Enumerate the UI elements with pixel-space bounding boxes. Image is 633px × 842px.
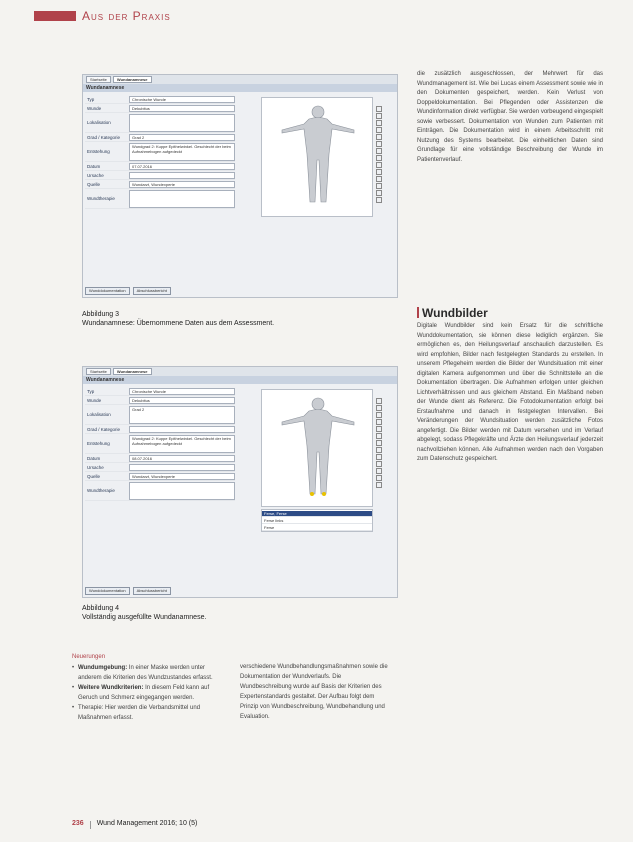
region-checkboxes bbox=[376, 105, 394, 203]
field-label: Quelle bbox=[87, 181, 101, 187]
screenshot-tabs bbox=[83, 367, 397, 376]
region-checkbox[interactable] bbox=[376, 140, 394, 147]
abschlussbericht-button[interactable]: Abschlussbericht bbox=[133, 587, 171, 595]
form-row bbox=[85, 405, 235, 425]
page-footer bbox=[72, 820, 197, 829]
field-label: Typ bbox=[87, 388, 95, 394]
field-label: Wunde bbox=[87, 105, 102, 111]
running-header bbox=[34, 8, 171, 24]
region-checkbox[interactable] bbox=[376, 196, 394, 203]
form-section-title: Wundanamnese bbox=[83, 84, 397, 92]
field-value[interactable]: Grad 2 bbox=[129, 134, 235, 141]
wunddokumentation-button[interactable]: Wunddokumentation bbox=[85, 287, 130, 295]
section-heading-text: Wundbilder bbox=[422, 306, 488, 320]
field-value[interactable]: Dekubitus bbox=[129, 397, 235, 404]
region-checkbox[interactable] bbox=[376, 467, 394, 474]
region-checkbox[interactable] bbox=[376, 112, 394, 119]
field-label: Typ bbox=[87, 96, 95, 102]
field-label: Lokalisation bbox=[87, 412, 111, 417]
info-box-column-1 bbox=[72, 652, 220, 723]
region-checkbox[interactable] bbox=[376, 175, 394, 182]
body-figure-icon bbox=[262, 390, 374, 508]
form-row bbox=[85, 434, 235, 454]
wound-marker-icon bbox=[310, 492, 314, 496]
region-checkbox[interactable] bbox=[376, 425, 394, 432]
field-label: Wunde bbox=[87, 397, 102, 403]
info-box-heading: Neuerungen bbox=[72, 654, 106, 660]
form-row bbox=[85, 180, 235, 189]
region-checkbox[interactable] bbox=[376, 411, 394, 418]
field-value[interactable]: Grad 2 bbox=[129, 406, 235, 424]
region-checkbox[interactable] bbox=[376, 481, 394, 488]
journal-citation: Wund Management 2016; 10 (5) bbox=[96, 820, 198, 827]
form-row bbox=[85, 387, 235, 396]
page-number: 236 bbox=[72, 820, 84, 827]
region-checkbox[interactable] bbox=[376, 453, 394, 460]
field-value[interactable] bbox=[129, 114, 235, 132]
body-figure-icon bbox=[262, 98, 374, 218]
form-rows bbox=[85, 387, 235, 501]
tab-startseite[interactable]: Startseite bbox=[86, 368, 111, 375]
heading-accent-bar bbox=[417, 307, 419, 318]
field-value[interactable]: Wundgrad 2: Kuppe Epithelwinkel. Geschlecht der beim Aufnahmebogen aufgedeckt bbox=[129, 435, 235, 453]
info-box-list bbox=[72, 663, 220, 723]
field-value[interactable]: Chronische Wunde bbox=[129, 388, 235, 395]
field-label: Wundtherapie bbox=[87, 488, 115, 493]
info-box-column-2: verschiedene Wundbehandlungsmaßnahmen sowie die Dokumentation der Wundverlaufs. Die Wundbeschreibung wurde auf Basis der Kriterien des Expertenstandards gestaltet. Der Aufbau folgt dem Prinzip von Wundbeschreibung, Wundbehandlung und Evaluation. bbox=[240, 664, 388, 720]
field-label: Ursache bbox=[87, 464, 104, 470]
caption-text: Vollständig ausgefüllte Wundanamnese. bbox=[82, 614, 207, 621]
region-checkboxes bbox=[376, 397, 394, 488]
form-row bbox=[85, 189, 235, 209]
form-row bbox=[85, 104, 235, 113]
field-label: Wundtherapie bbox=[87, 196, 115, 201]
field-value[interactable]: 08.07.2016 bbox=[129, 455, 235, 462]
region-checkbox[interactable] bbox=[376, 168, 394, 175]
region-checkbox[interactable] bbox=[376, 439, 394, 446]
field-label: Ursache bbox=[87, 172, 104, 178]
form-row bbox=[85, 454, 235, 463]
abschlussbericht-button[interactable]: Abschlussbericht bbox=[133, 287, 171, 295]
region-checkbox[interactable] bbox=[376, 161, 394, 168]
form-row bbox=[85, 162, 235, 171]
wound-marker-icon bbox=[322, 492, 326, 496]
wound-location-list bbox=[261, 509, 373, 532]
body-map[interactable] bbox=[261, 97, 373, 217]
figure-caption-4 bbox=[82, 604, 206, 622]
region-checkbox[interactable] bbox=[376, 182, 394, 189]
wunddokumentation-button[interactable]: Wunddokumentation bbox=[85, 587, 130, 595]
form-row bbox=[85, 472, 235, 481]
tab-startseite[interactable]: Startseite bbox=[86, 76, 111, 83]
form-row bbox=[85, 396, 235, 405]
form-row bbox=[85, 425, 235, 434]
region-checkbox[interactable] bbox=[376, 432, 394, 439]
field-value[interactable] bbox=[129, 482, 235, 500]
field-value[interactable] bbox=[129, 426, 235, 433]
tab-wundanamnese[interactable]: Wundanamnese bbox=[113, 368, 152, 375]
region-checkbox[interactable] bbox=[376, 189, 394, 196]
form-rows bbox=[85, 95, 235, 209]
body-text-top: die zusätzlich ausgeschlossen, der Mehrwert für das Wundmanagement ist. Wie bei Lucas einem Assessment sowie wie in den Dokumenten gespeichert, werden. Kein Verlust von Doppeldokumentation. Bei Pflegenden oder Assistenzen die Wundinformation direkt verfügbar. Sie werden vorbeugend eingespielt sowie verbessert. Dokumentation von Wunden zum Patienten mit Einträgen. Die Dokumentation wird in einem Arbeitsschritt mit Nutzung des Systems bearbeitet. Die einheitlichen Daten sind Grundlage für eine vollständige Beschreibung der Wunde im Patientenverlauf. bbox=[417, 71, 603, 163]
field-value[interactable]: Wundarzt, Wundexperte bbox=[129, 181, 235, 188]
form-row bbox=[85, 95, 235, 104]
list-item: • Weitere Wundkriterien: In diesem Feld kann auf Geruch und Schmerz eingegangen werden. bbox=[72, 683, 220, 703]
header-section-title: Aus der Praxis bbox=[82, 9, 171, 23]
screenshot-wundanamnese-2 bbox=[82, 366, 398, 598]
tab-wundanamnese[interactable]: Wundanamnese bbox=[113, 76, 152, 83]
list-item: • Wundumgebung: In einer Maske werden unter anderem die Kriterien des Wundzustandes erfasst. bbox=[72, 663, 220, 683]
footer-separator bbox=[90, 821, 91, 829]
body-text-bottom: Digitale Wundbilder sind kein Ersatz für die schriftliche Wunddokumentation, sie können diese lediglich ergänzen. Sie ermöglichen es, den Heilungsverlauf anschaulich darzustellen. Es wird empfohlen, Bilder nach festgelegten Standards zu erstellen. In unserem Pflegeheim werden die Bilder der Wundsituation mit einer digitalen Kamera aufgenommen und über die Schnittstelle an die Dokumentation übertragen. Die Aufnahmen erfolgen unter gleichen Lichtverhältnissen und aus gleichem Abstand. Ein Maßband neben der Wunde dient als Referenz. Die Fotodokumentation erfolgt bei Erstaufnahme und danach in festgelegten Intervallen. Bei Veränderungen der Wundsituation werden zusätzliche Fotos angefertigt. Die Bilder werden mit Datum versehen und im Verlauf abgelegt, sodass Pflegekräfte und Ärzte den Heilungsverlauf jederzeit nachvollziehen können. Alle Aufnahmen werden nach den Vorgaben zum Datenschutz gespeichert. bbox=[417, 323, 603, 462]
screenshot-tabs bbox=[83, 75, 397, 84]
field-value[interactable] bbox=[129, 190, 235, 208]
wound-location-item[interactable]: Ferse bbox=[262, 524, 372, 531]
field-value[interactable]: Wundarzt, Wundexperte bbox=[129, 473, 235, 480]
field-label: Datum bbox=[87, 163, 101, 169]
field-value[interactable] bbox=[129, 172, 235, 179]
section-heading bbox=[417, 306, 488, 320]
form-row bbox=[85, 463, 235, 472]
screenshot-wundanamnese-1 bbox=[82, 74, 398, 298]
region-checkbox[interactable] bbox=[376, 119, 394, 126]
field-label: Entstehung bbox=[87, 441, 110, 446]
form-row bbox=[85, 133, 235, 142]
caption-number: Abbildung 4 bbox=[82, 605, 119, 612]
screenshot-button-bar bbox=[85, 587, 171, 595]
field-label: Grad / Kategorie bbox=[87, 134, 121, 140]
list-item: • Therapie: Hier werden die Verbandsmittel und Maßnahmen erfasst. bbox=[72, 703, 220, 723]
field-value[interactable]: Chronische Wunde bbox=[129, 96, 235, 103]
wound-location-item[interactable]: Ferse links bbox=[262, 517, 372, 524]
region-checkbox[interactable] bbox=[376, 397, 394, 404]
form-row bbox=[85, 481, 235, 501]
region-checkbox[interactable] bbox=[376, 460, 394, 467]
figure-caption-3 bbox=[82, 310, 274, 328]
region-checkbox[interactable] bbox=[376, 474, 394, 481]
region-checkbox[interactable] bbox=[376, 446, 394, 453]
form-row bbox=[85, 113, 235, 133]
field-value[interactable] bbox=[129, 464, 235, 471]
region-checkbox[interactable] bbox=[376, 147, 394, 154]
form-row bbox=[85, 142, 235, 162]
form-section-title: Wundanamnese bbox=[83, 376, 397, 384]
field-label: Lokalisation bbox=[87, 120, 111, 125]
field-value[interactable]: 07.07.2016 bbox=[129, 163, 235, 170]
form-row bbox=[85, 171, 235, 180]
region-checkbox[interactable] bbox=[376, 133, 394, 140]
field-label: Quelle bbox=[87, 473, 101, 479]
field-label: Datum bbox=[87, 455, 101, 461]
field-value[interactable]: Wundgrad 2: Kuppe Epithelwinkel. Geschlecht der beim Aufnahmebogen aufgedeckt bbox=[129, 143, 235, 161]
caption-text: Wundanamnese: Übernommene Daten aus dem Assessment. bbox=[82, 320, 275, 327]
body-map[interactable] bbox=[261, 389, 373, 507]
region-checkbox[interactable] bbox=[376, 105, 394, 112]
region-checkbox[interactable] bbox=[376, 154, 394, 161]
region-checkbox[interactable] bbox=[376, 126, 394, 133]
caption-number: Abbildung 3 bbox=[82, 311, 119, 318]
wound-location-item[interactable]: Ferse, Ferse bbox=[262, 510, 372, 517]
region-checkbox[interactable] bbox=[376, 418, 394, 425]
field-label: Entstehung bbox=[87, 149, 110, 154]
header-accent-bar bbox=[34, 11, 76, 21]
region-checkbox[interactable] bbox=[376, 404, 394, 411]
screenshot-button-bar bbox=[85, 287, 171, 295]
field-label: Grad / Kategorie bbox=[87, 426, 121, 432]
field-value[interactable]: Dekubitus bbox=[129, 105, 235, 112]
